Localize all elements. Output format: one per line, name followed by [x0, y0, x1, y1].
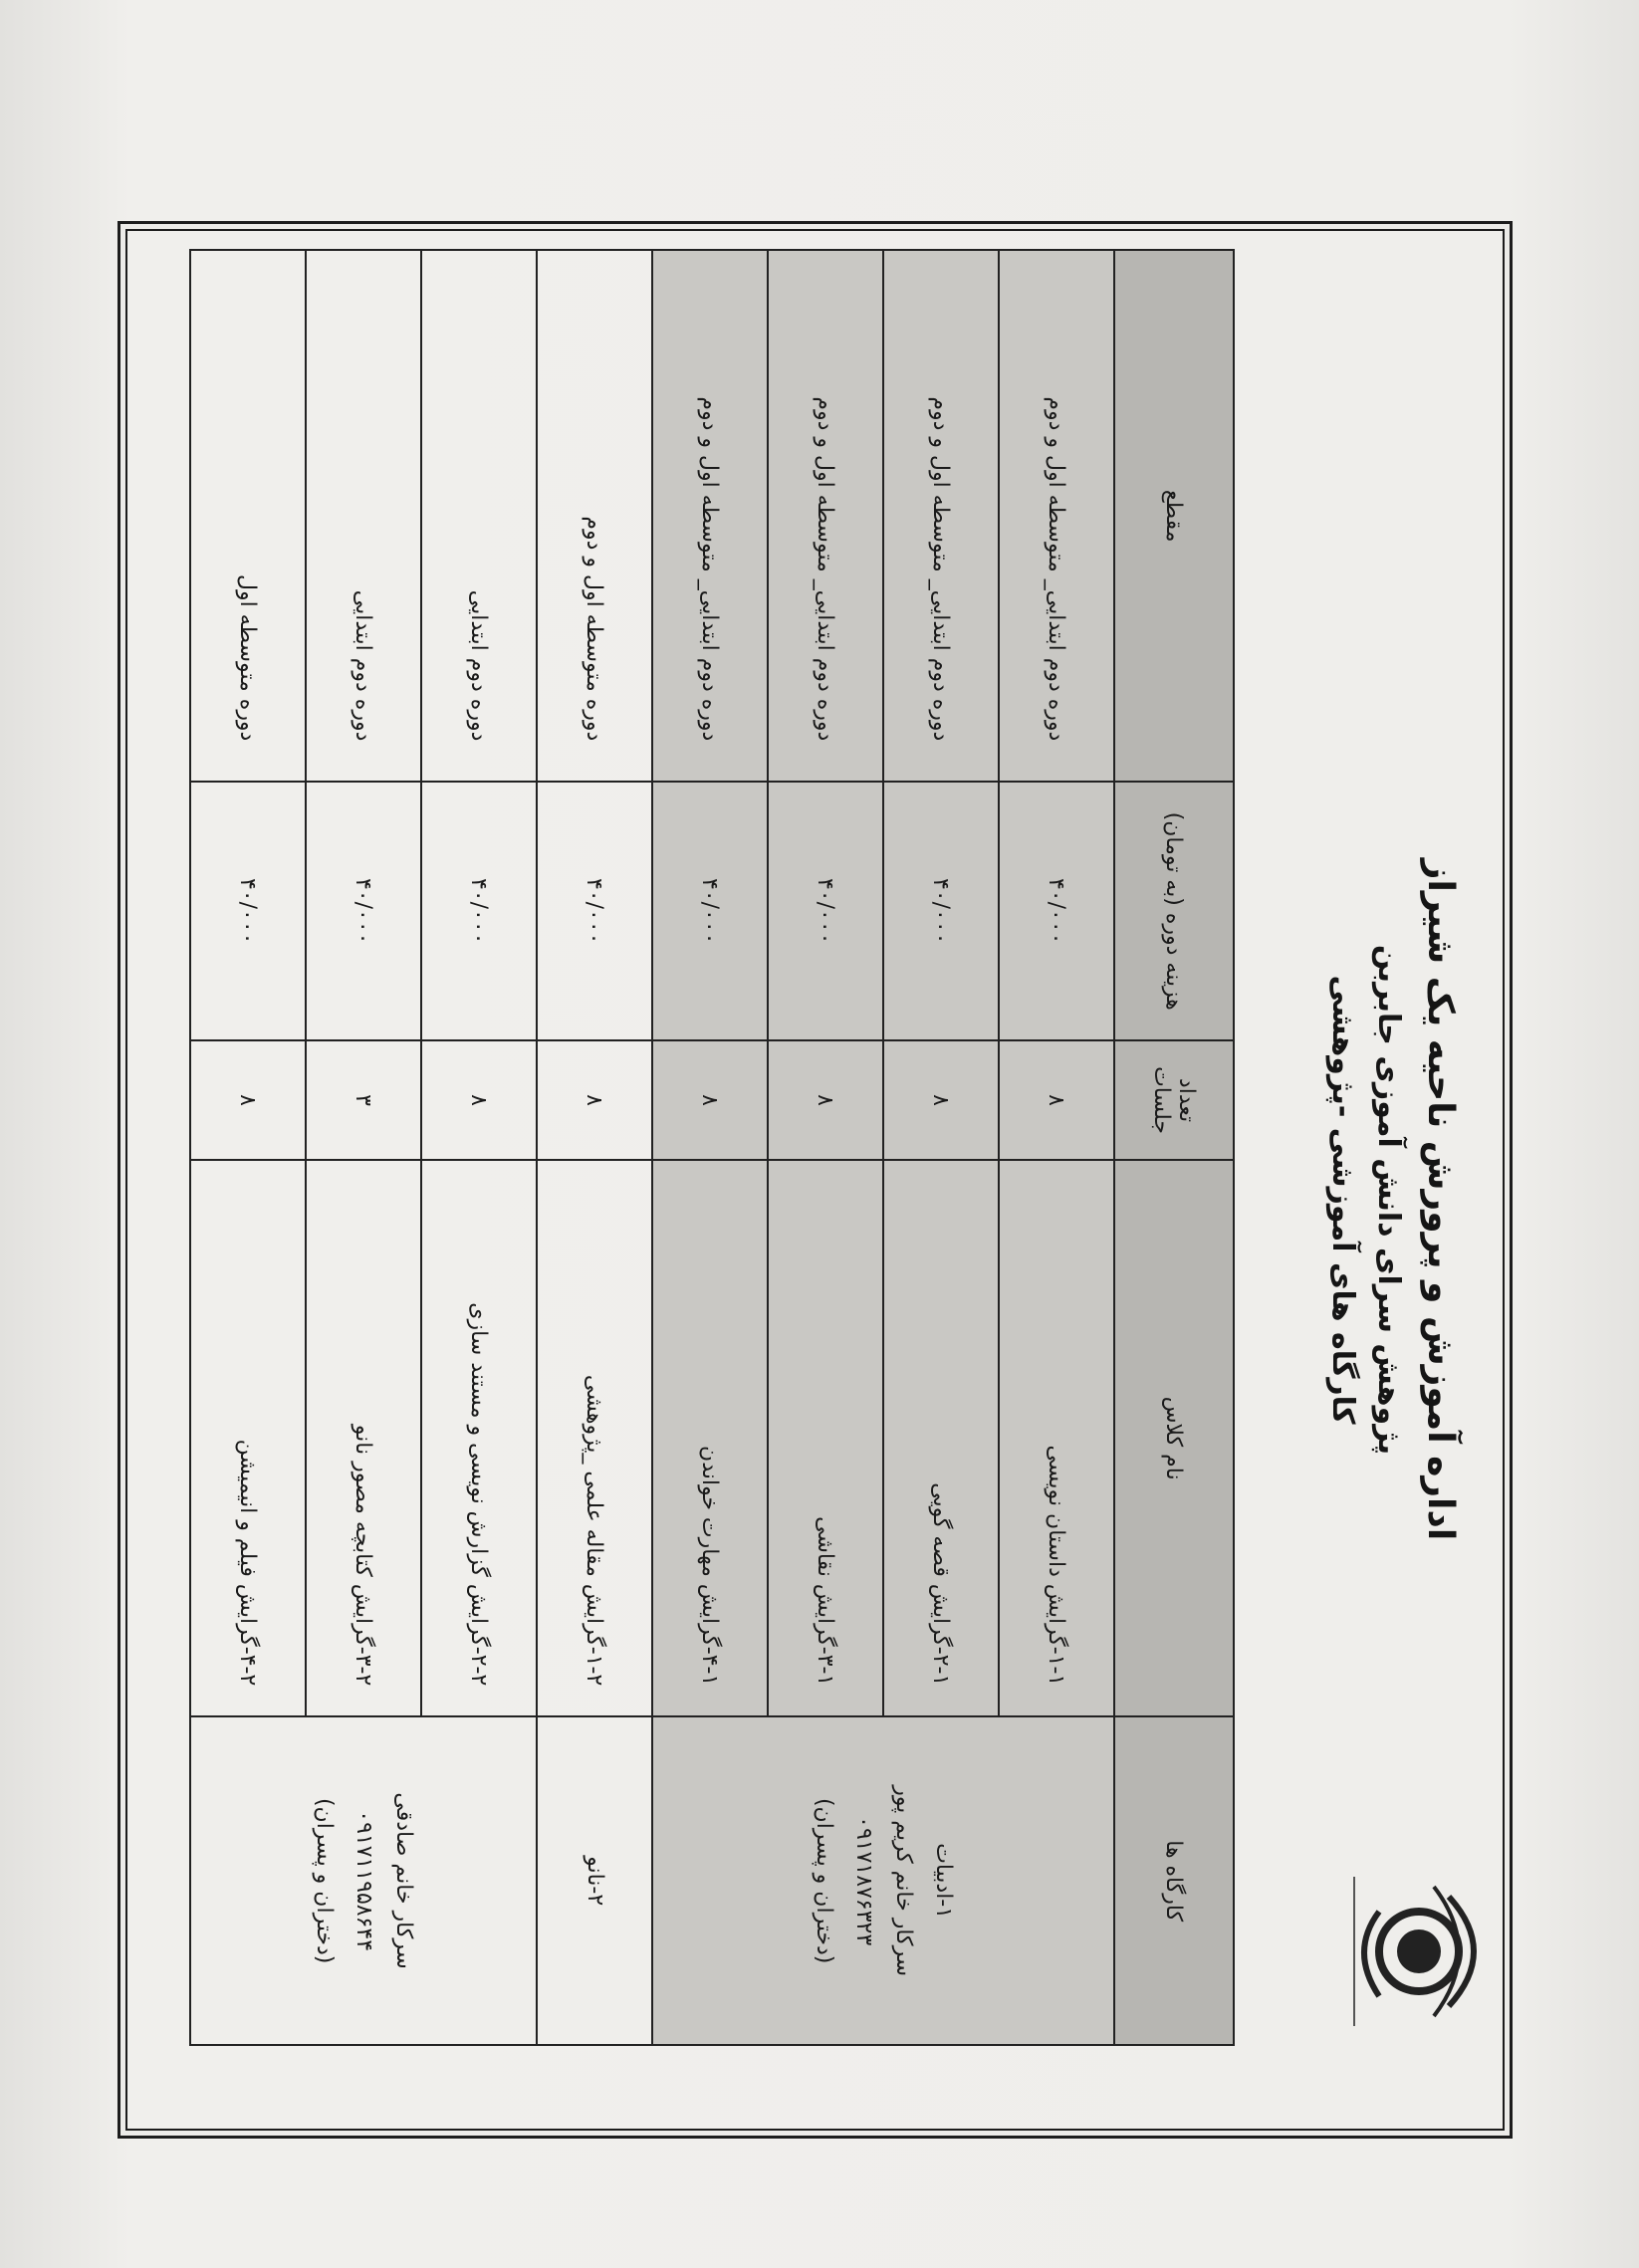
document-heading: کارگاه های آموزشی -پژوهشی [1325, 975, 1360, 1425]
course-fee: ۴۰/۰۰۰ [652, 782, 768, 1040]
grade-level: دوره دوم ابتدایی [306, 250, 421, 782]
group-name: ۱-ادبیات [931, 1843, 956, 1920]
class-name: ۲-۲-گرایش گزارش نویسی و مستند سازی [421, 1160, 537, 1716]
course-fee: ۴۰/۰۰۰ [883, 782, 999, 1040]
sessions-count: ۸ [768, 1040, 883, 1160]
grade-level: دوره دوم ابتدایی [421, 250, 537, 782]
table-row [999, 250, 1114, 2045]
col-class-name: نام کلاس [1114, 1160, 1234, 1716]
sessions-count: ۸ [537, 1040, 652, 1160]
col-sessions: تعداد جلسات [1114, 1040, 1234, 1160]
grade-level: دوره دوم ابتدایی_ متوسطه اول و دوم [999, 250, 1114, 782]
table-row [421, 250, 537, 2045]
group-audience: (دختران و پسران) [312, 1797, 337, 1964]
col-workshops: کارگاه ها [1114, 1716, 1234, 2045]
class-name: ۳-۲-گرایش کتابچه مصور نانو [306, 1160, 421, 1716]
sessions-count: ۸ [652, 1040, 768, 1160]
course-fee: ۴۰/۰۰۰ [190, 782, 306, 1040]
sessions-count: ۳ [306, 1040, 421, 1160]
workshops-table [189, 249, 1235, 2046]
group-supervisor: سرکار خانم صادقی [391, 1792, 416, 1969]
group-phone: ۰۹۱۷۱۱۹۵۸۶۴۴ [351, 1810, 376, 1952]
class-name: ۲-۱-گرایش قصه گویی [883, 1160, 999, 1716]
grade-level: دوره متوسطه اول [190, 250, 306, 782]
group-name: ۲-نانو [583, 1856, 607, 1907]
document-subtitle: پژوهش سرای دانش آموزی جابربن [1371, 944, 1406, 1456]
class-name: ۴-۲-گرایش فیلم و انیمیشن [190, 1160, 306, 1716]
document-title: اداره آموزش و پرورش ناحیه یک شیراز [1420, 858, 1461, 1541]
table-header-row [1114, 250, 1234, 2045]
grade-level: دوره دوم ابتدایی_ متوسطه اول و دوم [883, 250, 999, 782]
sessions-count: ۸ [190, 1040, 306, 1160]
workshop-group-nano [537, 1716, 652, 2045]
course-fee: ۴۰/۰۰۰ [306, 782, 421, 1040]
table-row [537, 250, 652, 2045]
class-name: ۱-۲-گرایش مقاله علمی _پژوهشی [537, 1160, 652, 1716]
group-audience: (دختران و پسران) [812, 1797, 836, 1964]
class-name: ۳-۱-گرایش نقاشی [768, 1160, 883, 1716]
sessions-count: ۸ [421, 1040, 537, 1160]
document-header [1275, 224, 1504, 2096]
sessions-count: ۸ [999, 1040, 1114, 1160]
rotated-document [149, 224, 1504, 2096]
course-fee: ۴۰/۰۰۰ [421, 782, 537, 1040]
workshop-group-supervisor [190, 1716, 537, 2045]
col-level: مقطع [1114, 250, 1234, 782]
group-supervisor: سرکار خانم کریم پور [891, 1785, 916, 1977]
sessions-count: ۸ [883, 1040, 999, 1160]
school-logo-icon [1339, 1857, 1489, 2046]
group-phone: ۰۹۱۷۱۸۷۶۳۲۳ [851, 1816, 876, 1946]
class-name: ۱-۱-گرایش داستان نویسی [999, 1160, 1114, 1716]
grade-level: دوره متوسطه اول و دوم [537, 250, 652, 782]
course-fee: ۴۰/۰۰۰ [537, 782, 652, 1040]
grade-level: دوره دوم ابتدایی_ متوسطه اول و دوم [652, 250, 768, 782]
workshop-group-literature [652, 1716, 1114, 2045]
grade-level: دوره دوم ابتدایی_ متوسطه اول و دوم [768, 250, 883, 782]
course-fee: ۴۰/۰۰۰ [999, 782, 1114, 1040]
col-fee: هزینه دوره (به تومان) [1114, 782, 1234, 1040]
course-fee: ۴۰/۰۰۰ [768, 782, 883, 1040]
class-name: ۴-۱-گرایش مهارت خواندن [652, 1160, 768, 1716]
